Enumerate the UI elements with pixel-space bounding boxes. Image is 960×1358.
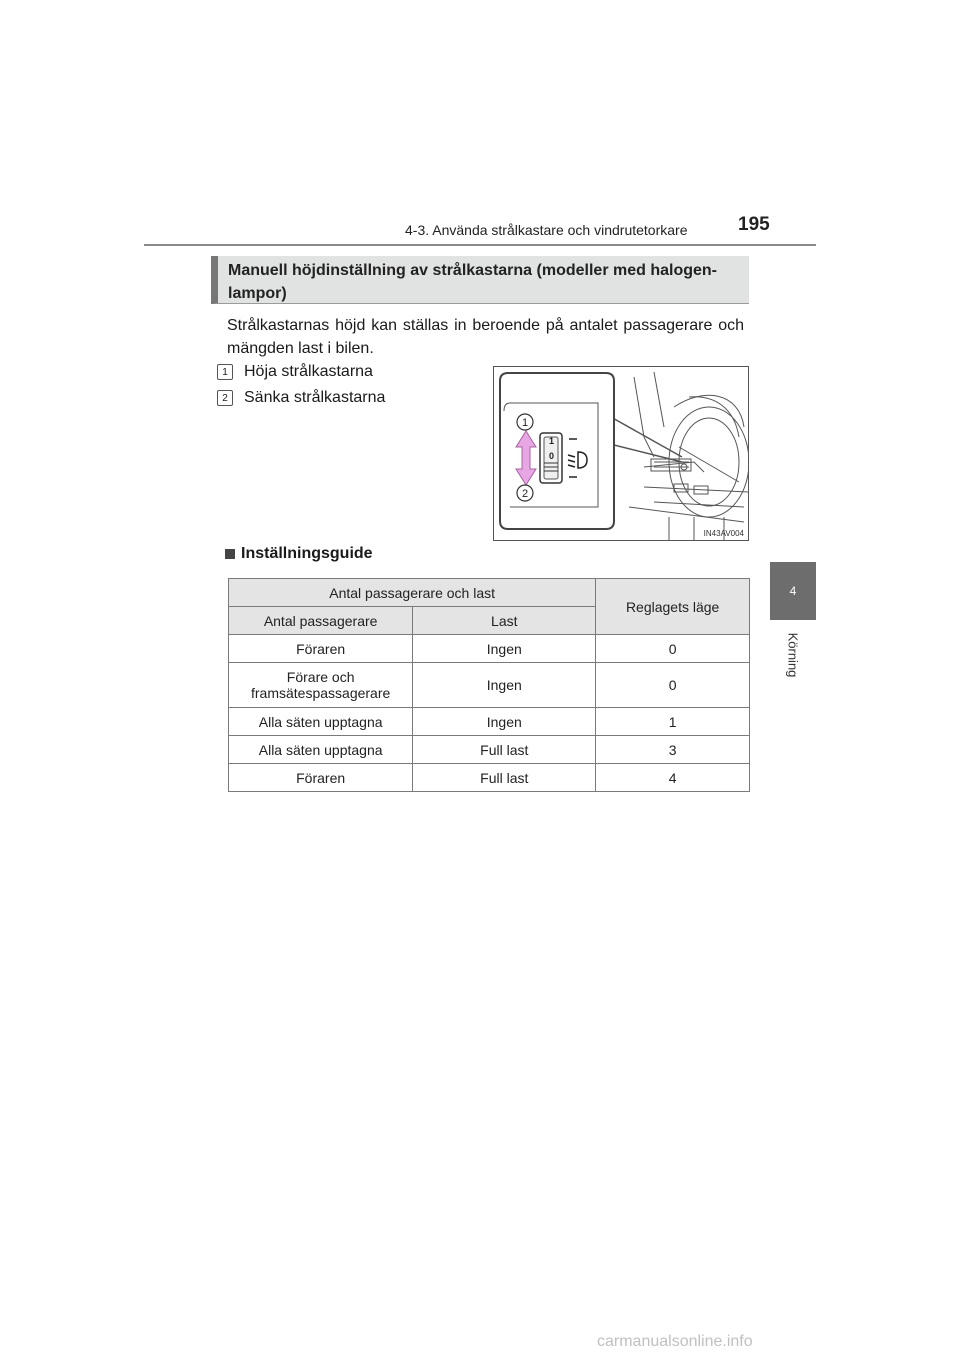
chapter-tab[interactable]: 4 [770, 562, 816, 620]
table-row [229, 663, 750, 708]
page-number: 195 [738, 214, 770, 235]
step-number: 1 [217, 364, 233, 380]
header-section-title: 4-3. Använda strålkastare och vindrutetorkare [405, 222, 688, 238]
table-row [229, 635, 750, 663]
figure-illustration [494, 367, 749, 541]
table-row [229, 708, 750, 736]
section-title-box: Manuell höjdinställning av strålkastarna (modeller med halogen-lampor) [211, 256, 749, 304]
step-raise [217, 363, 373, 381]
step-number: 2 [217, 390, 233, 406]
step-text: Höja strålkastarna [244, 363, 373, 380]
settings-guide-table [228, 578, 750, 792]
position-cell: 3 [596, 736, 750, 764]
step-text: Sänka strålkastarna [244, 389, 386, 406]
load-cell: Full last [413, 736, 596, 764]
callout-2-label: 2 [521, 488, 529, 500]
dial-label-1: 1 [549, 436, 555, 446]
load-cell: Ingen [413, 708, 596, 736]
group-header: Antal passagerare och last [229, 579, 596, 607]
position-cell: 4 [596, 764, 750, 792]
position-cell: 0 [596, 635, 750, 663]
chapter-label: Körning [785, 632, 801, 678]
callout-1-label: 1 [521, 417, 529, 429]
passengers-header: Antal passagerare [229, 607, 413, 635]
passengers-cell: Alla säten upptagna [229, 736, 413, 764]
headlight-dial-figure [493, 366, 749, 541]
passengers-cell: Föraren [229, 635, 413, 663]
table-row [229, 736, 750, 764]
subheading [225, 545, 373, 563]
table-header-row [229, 579, 750, 607]
intro-paragraph: Strålkastarnas höjd kan ställas in beroende på antalet passagerare och mängden last i bilen. [227, 317, 744, 357]
subheading-text: Inställningsguide [241, 545, 373, 562]
dial-label-0: 0 [549, 451, 555, 461]
load-cell: Full last [413, 764, 596, 792]
position-header: Reglagets läge [596, 579, 750, 635]
table-row [229, 764, 750, 792]
watermark[interactable]: carmanualsonline.info [597, 1333, 753, 1350]
load-cell: Ingen [413, 663, 596, 708]
passengers-cell: Föraren [229, 764, 413, 792]
load-cell: Ingen [413, 635, 596, 663]
load-header: Last [413, 607, 596, 635]
header-rule [144, 244, 816, 246]
step-lower [217, 389, 385, 407]
figure-code: IN43AV004 [703, 529, 744, 538]
position-cell: 0 [596, 663, 750, 708]
passengers-cell: Alla säten upptagna [229, 708, 413, 736]
bullet-square-icon [225, 549, 235, 559]
position-cell: 1 [596, 708, 750, 736]
dashboard-sketch [629, 372, 749, 541]
passengers-cell: Förare och framsätespassagerare [229, 663, 413, 708]
